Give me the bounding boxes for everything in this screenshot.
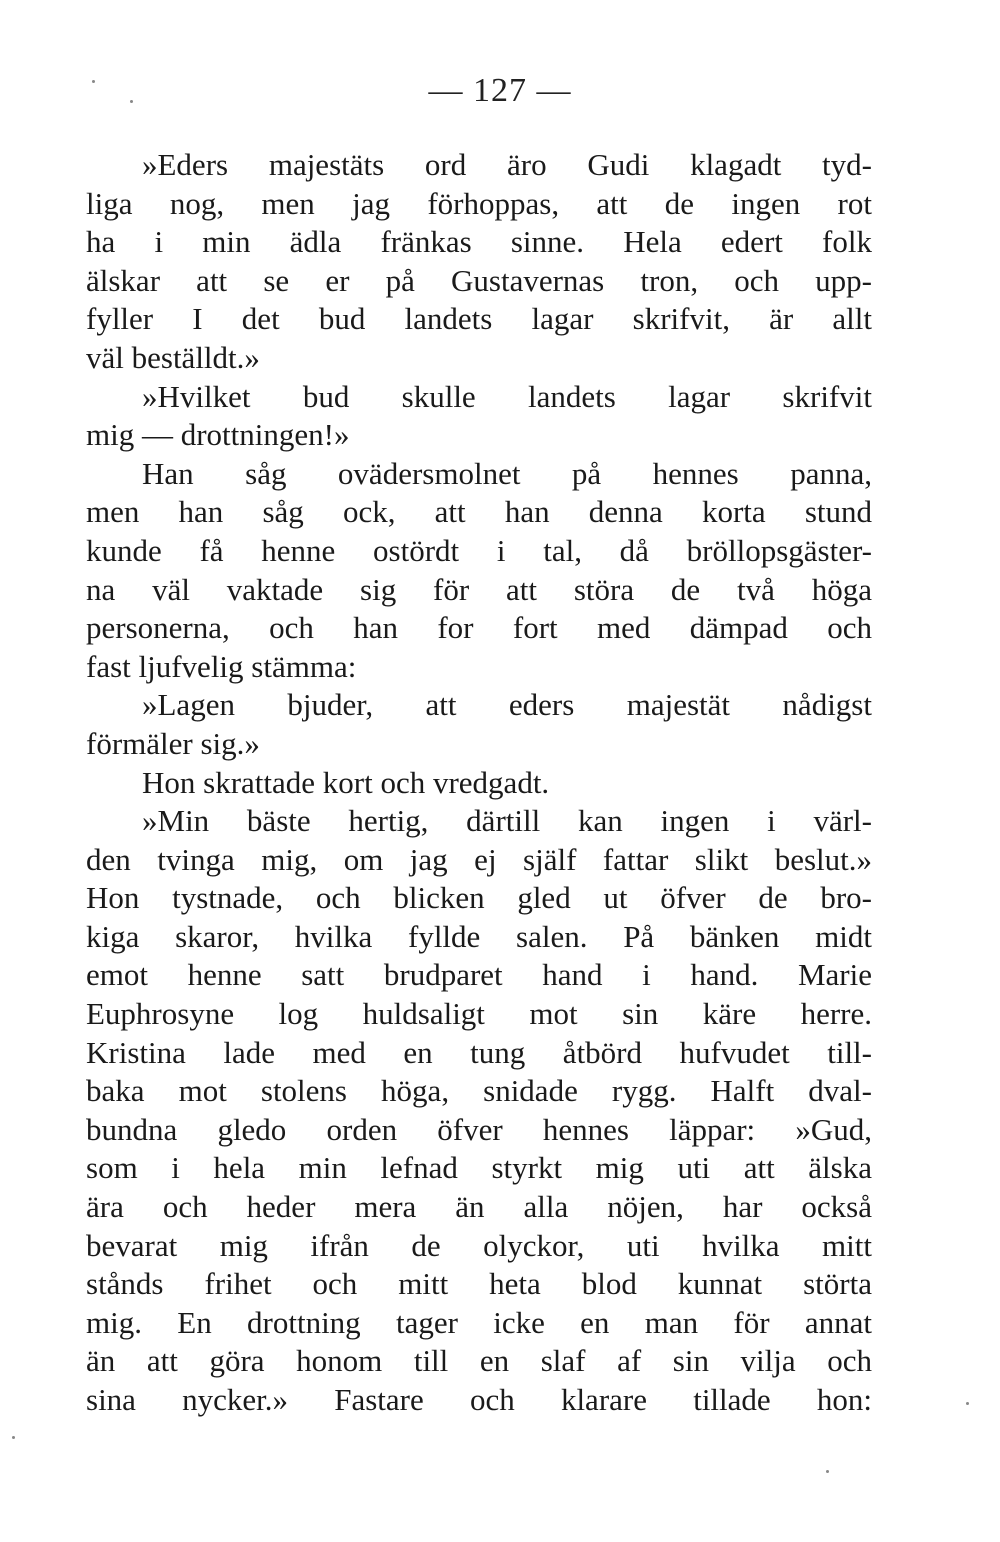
text-line: Hon skrattade kort och vredgadt.	[142, 764, 550, 800]
text-line: personerna, och han for fort med dämpad och	[86, 610, 872, 646]
text-line: stånds frihet och mitt heta blod kunnat störta	[86, 1266, 872, 1302]
text-line: liga nog, men jag förhoppas, att de ingen rot	[86, 185, 872, 221]
text-line: som i hela min lefnad styrkt mig uti att älska	[86, 1150, 872, 1186]
text-line: ära och heder mera än alla nöjen, har också	[86, 1189, 872, 1225]
text-line: än att göra honom till en slaf af sin vilja och	[86, 1343, 872, 1379]
text-line: den tvinga mig, om jag ej själf fattar slikt beslut.»	[86, 841, 872, 877]
paper-speck	[826, 1470, 829, 1473]
text-line: Hon tystnade, och blicken gled ut öfver de bro-	[86, 880, 872, 916]
text-line: fast ljufvelig stämma:	[86, 648, 357, 684]
text-line: Euphrosyne log huldsaligt mot sin käre herre.	[86, 996, 872, 1032]
text-line: kiga skaror, hvilka fyllde salen. På bänken midt	[86, 918, 872, 954]
text-line: förmäler sig.»	[86, 725, 260, 761]
paper-speck	[130, 100, 133, 103]
page-number: — 127 —	[428, 72, 572, 109]
paper-speck	[92, 80, 95, 83]
text-line: Kristina lade med en tung åtbörd hufvudet till-	[86, 1034, 872, 1070]
text-line: kunde få henne ostördt i tal, då bröllopsgäster-	[86, 532, 872, 568]
text-line: bundna gledo orden öfver hennes läppar: »Gud,	[86, 1111, 872, 1147]
text-line: ha i min ädla fränkas sinne. Hela edert folk	[86, 224, 872, 260]
text-line: »Eders majestäts ord äro Gudi klagadt tyd-	[142, 147, 872, 182]
text-line: älskar att se er på Gustavernas tron, och upp-	[86, 262, 872, 298]
text-line: fyller I det bud landets lagar skrifvit, är allt	[86, 301, 872, 337]
text-line: »Lagen bjuder, att eders majestät nådigst	[142, 687, 872, 723]
paper-speck	[12, 1436, 15, 1439]
paper-speck	[966, 1402, 969, 1405]
text-line: »Min bäste hertig, därtill kan ingen i värl-	[142, 803, 872, 839]
text-line: na väl vaktade sig för att störa de två höga	[86, 571, 872, 607]
text-line: emot henne satt brudparet hand i hand. Marie	[86, 957, 872, 993]
text-line: »Hvilket bud skulle landets lagar skrifvit	[142, 378, 872, 414]
text-line: sina nycker.» Fastare och klarare tillade hon:	[86, 1382, 872, 1417]
text-line: bevarat mig ifrån de olyckor, uti hvilka mitt	[86, 1227, 872, 1263]
text-line: mig — drottningen!»	[86, 417, 350, 453]
text-line: men han såg ock, att han denna korta stund	[86, 494, 872, 530]
text-line: Han såg ovädersmolnet på hennes panna,	[142, 455, 872, 491]
text-line: väl beställdt.»	[86, 339, 260, 375]
body-text	[86, 146, 872, 1420]
text-line: mig. En drottning tager icke en man för annat	[86, 1304, 872, 1340]
text-line: baka mot stolens höga, snidade rygg. Halft dval-	[86, 1073, 872, 1109]
